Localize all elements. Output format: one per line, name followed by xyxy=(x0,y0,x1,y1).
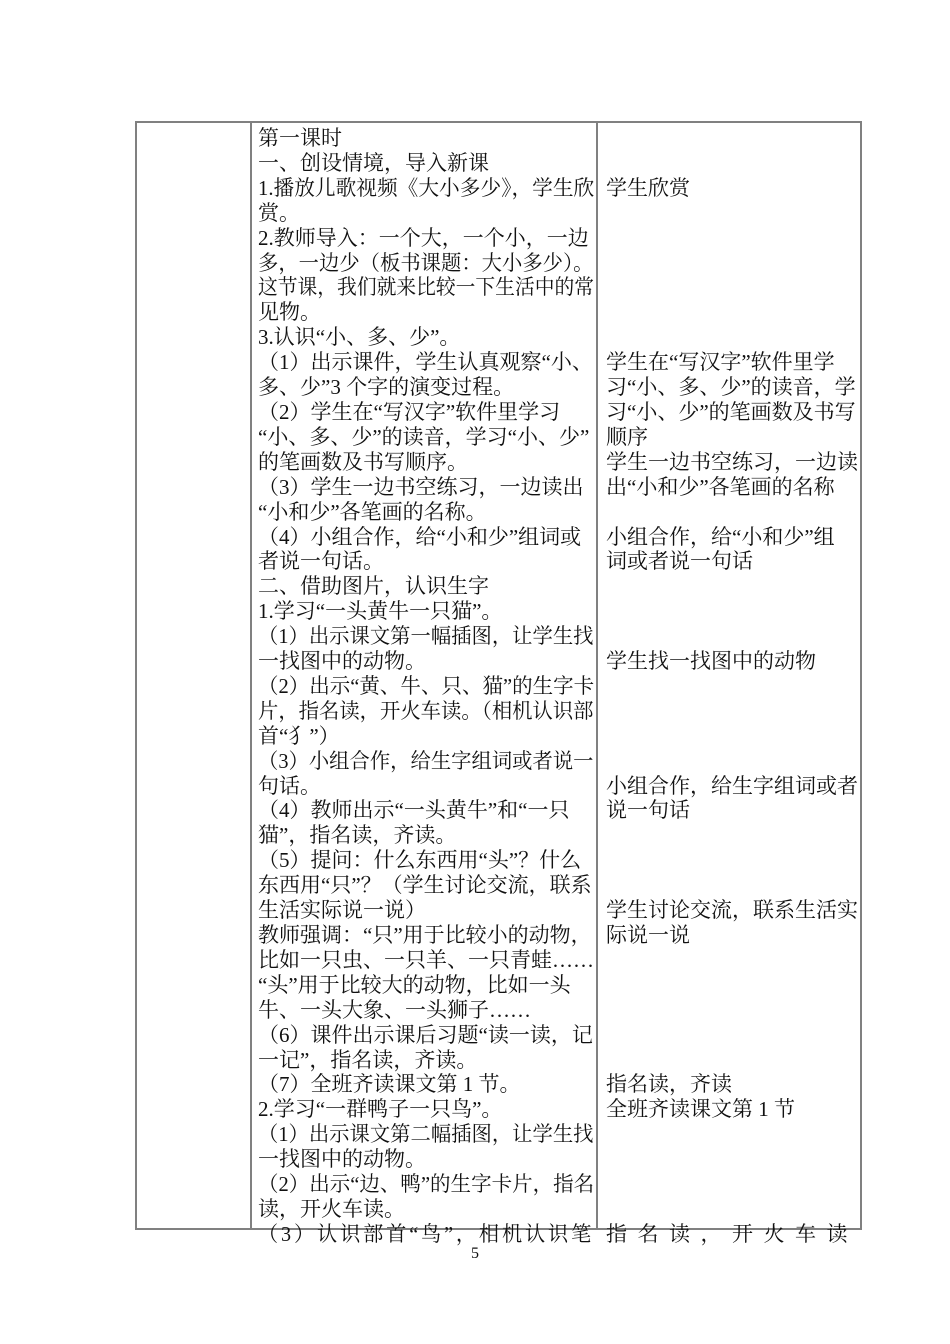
student-activity-line xyxy=(606,325,860,350)
teaching-process-line: 1.播放儿歌视频《大小多少》，学生欣 xyxy=(258,175,595,200)
student-activity-line xyxy=(606,151,860,176)
student-activity-line xyxy=(606,823,860,848)
student-activity-line: 出“小和少”各笔画的名称 xyxy=(606,474,835,499)
student-activity-line: 学生在“写汉字”软件里学 xyxy=(606,350,835,375)
student-activity-line xyxy=(606,724,860,749)
teaching-process-line: （1）出示课文第一幅插图，让学生找 xyxy=(258,624,594,649)
teaching-process-line: （2）出示“黄、牛、只、猫”的生字卡 xyxy=(258,673,595,698)
student-activity-line xyxy=(606,1172,860,1197)
student-activity-line xyxy=(606,574,860,599)
teaching-process-line: 读，开火车读。 xyxy=(258,1196,405,1221)
teaching-process-line: 一记”，指名读，齐读。 xyxy=(258,1047,478,1072)
student-activity-line xyxy=(606,873,860,898)
student-activity-line: 顺序 xyxy=(606,424,648,449)
student-activity-line xyxy=(606,674,860,699)
student-activity-line xyxy=(606,1197,860,1222)
student-activity-line: 小组合作，给“小和少”组 xyxy=(606,524,835,549)
lesson-plan-table xyxy=(135,121,862,1246)
teaching-process-line: 第一课时 xyxy=(258,126,342,150)
teaching-process-line: 多，一边少（板书课题：大小多少）。 xyxy=(258,250,594,275)
student-activity-line xyxy=(606,699,860,724)
teaching-process-line: 教师强调：“只”用于比较小的动物， xyxy=(258,923,592,947)
teaching-process-line: 首“犭”） xyxy=(258,723,340,748)
teaching-process-line: 2.教师导入：一个大，一个小，一边 xyxy=(258,225,589,250)
student-activity-line: 小组合作，给生字组词或者 xyxy=(606,773,858,798)
student-activity-line xyxy=(606,201,860,226)
student-activity-line xyxy=(606,1048,860,1073)
teaching-process-line: （5）提问：什么东西用“头”？什么 xyxy=(258,848,582,873)
student-activity-line xyxy=(606,300,860,325)
student-activity-line xyxy=(606,848,860,873)
student-activity-line: 习“小、少”的笔画数及书写 xyxy=(606,399,856,424)
teaching-process-line: （3）认识部首“鸟”，相机认识笔 xyxy=(258,1221,595,1246)
teaching-process-line: （1）出示课件，学生认真观察“小、 xyxy=(258,350,593,375)
student-activity-line xyxy=(606,275,860,300)
teaching-process-line: 这节课，我们就来比较一下生活中的常 xyxy=(258,275,594,300)
student-activity-line: 际说一说 xyxy=(606,923,690,947)
column-divider-2 xyxy=(596,123,598,1228)
student-activity-column xyxy=(606,126,860,1247)
student-activity-line xyxy=(606,624,860,649)
teaching-process-line: （7）全班齐读课文第 1 节。 xyxy=(258,1072,521,1097)
teaching-process-line: 片，指名读，开火车读。（相机认识部 xyxy=(258,698,594,723)
teaching-process-line: 生活实际说一说） xyxy=(258,898,426,923)
student-activity-line xyxy=(606,749,860,774)
student-activity-line: 全班齐读课文第 1 节 xyxy=(606,1097,795,1122)
student-activity-line xyxy=(606,948,860,973)
teaching-process-line: 二、借助图片，认识生字 xyxy=(258,574,489,599)
student-activity-line xyxy=(606,500,860,525)
teaching-process-line: 的笔画数及书写顺序。 xyxy=(258,449,468,474)
teaching-process-column xyxy=(258,126,594,1247)
teaching-process-line: “小和少”各笔画的名称。 xyxy=(258,499,487,524)
teaching-process-line: 句话。 xyxy=(258,773,321,798)
teaching-process-line: 一、创设情境，导入新课 xyxy=(258,150,489,175)
teaching-process-line: 牛、一头大象、一头狮子…… xyxy=(258,997,531,1022)
teaching-process-line: 3.认识“小、多、少”。 xyxy=(258,325,461,350)
teaching-process-line: 一找图中的动物。 xyxy=(258,1147,426,1172)
teaching-process-line: “小、多、少”的读音，学习“小、少” xyxy=(258,424,590,449)
teaching-process-line: 东西用“只”？（学生讨论交流，联系 xyxy=(258,873,592,898)
teaching-process-line: 1.学习“一头黄牛一只猫”。 xyxy=(258,599,503,624)
teaching-process-line: （6）课件出示课后习题“读一读，记 xyxy=(258,1022,593,1047)
teaching-process-line: 者说一句话。 xyxy=(258,549,384,574)
teaching-process-line: （1）出示课文第二幅插图，让学生找 xyxy=(258,1122,594,1147)
teaching-process-line: （3）学生一边书空练习，一边读出 xyxy=(258,474,584,499)
student-activity-line xyxy=(606,1147,860,1172)
teaching-process-line: （4）小组合作，给“小和少”组词或 xyxy=(258,524,582,549)
teaching-process-line: “头”用于比较大的动物，比如一头 xyxy=(258,972,571,997)
student-activity-line: 指名读，开火车读 xyxy=(606,1221,858,1246)
teaching-process-line: （2）出示“边、鸭”的生字卡片，指名 xyxy=(258,1172,595,1197)
teaching-process-line: 一找图中的动物。 xyxy=(258,649,426,674)
student-activity-line xyxy=(606,251,860,276)
student-activity-line xyxy=(606,226,860,251)
teaching-process-line: 猫”，指名读，齐读。 xyxy=(258,823,457,848)
left-empty-column xyxy=(137,123,250,1228)
teaching-process-line: 比如一只虫、一只羊、一只青蛙…… xyxy=(258,947,594,972)
student-activity-line: 学生欣赏 xyxy=(606,175,690,200)
student-activity-line xyxy=(606,126,860,151)
teaching-process-line: （2）学生在“写汉字”软件里学习 xyxy=(258,399,561,424)
student-activity-line: 指名读，齐读 xyxy=(606,1072,732,1097)
student-activity-line: 学生一边书空练习，一边读 xyxy=(606,449,858,474)
student-activity-line: 说一句话 xyxy=(606,798,690,823)
teaching-process-line: 2.学习“一群鸭子一只鸟”。 xyxy=(258,1097,503,1122)
student-activity-line: 学生讨论交流，联系生活实 xyxy=(606,898,858,923)
column-divider-1 xyxy=(250,123,252,1228)
teaching-process-line: （4）教师出示“一头黄牛”和“一只 xyxy=(258,798,570,823)
student-activity-line: 词或者说一句话 xyxy=(606,549,753,574)
teaching-process-line: 多、少”3 个字的演变过程。 xyxy=(258,375,515,400)
student-activity-line xyxy=(606,1122,860,1147)
student-activity-line: 学生找一找图中的动物 xyxy=(606,649,816,674)
student-activity-line xyxy=(606,973,860,998)
student-activity-line xyxy=(606,1023,860,1048)
page-number: 5 xyxy=(471,1245,479,1262)
student-activity-line xyxy=(606,998,860,1023)
teaching-process-line: （3）小组合作，给生字组词或者说一 xyxy=(258,748,594,773)
teaching-process-line: 赏。 xyxy=(258,200,300,225)
student-activity-line xyxy=(606,599,860,624)
teaching-process-line: 见物。 xyxy=(258,300,321,325)
student-activity-line: 习“小、多、少”的读音，学 xyxy=(606,375,856,400)
